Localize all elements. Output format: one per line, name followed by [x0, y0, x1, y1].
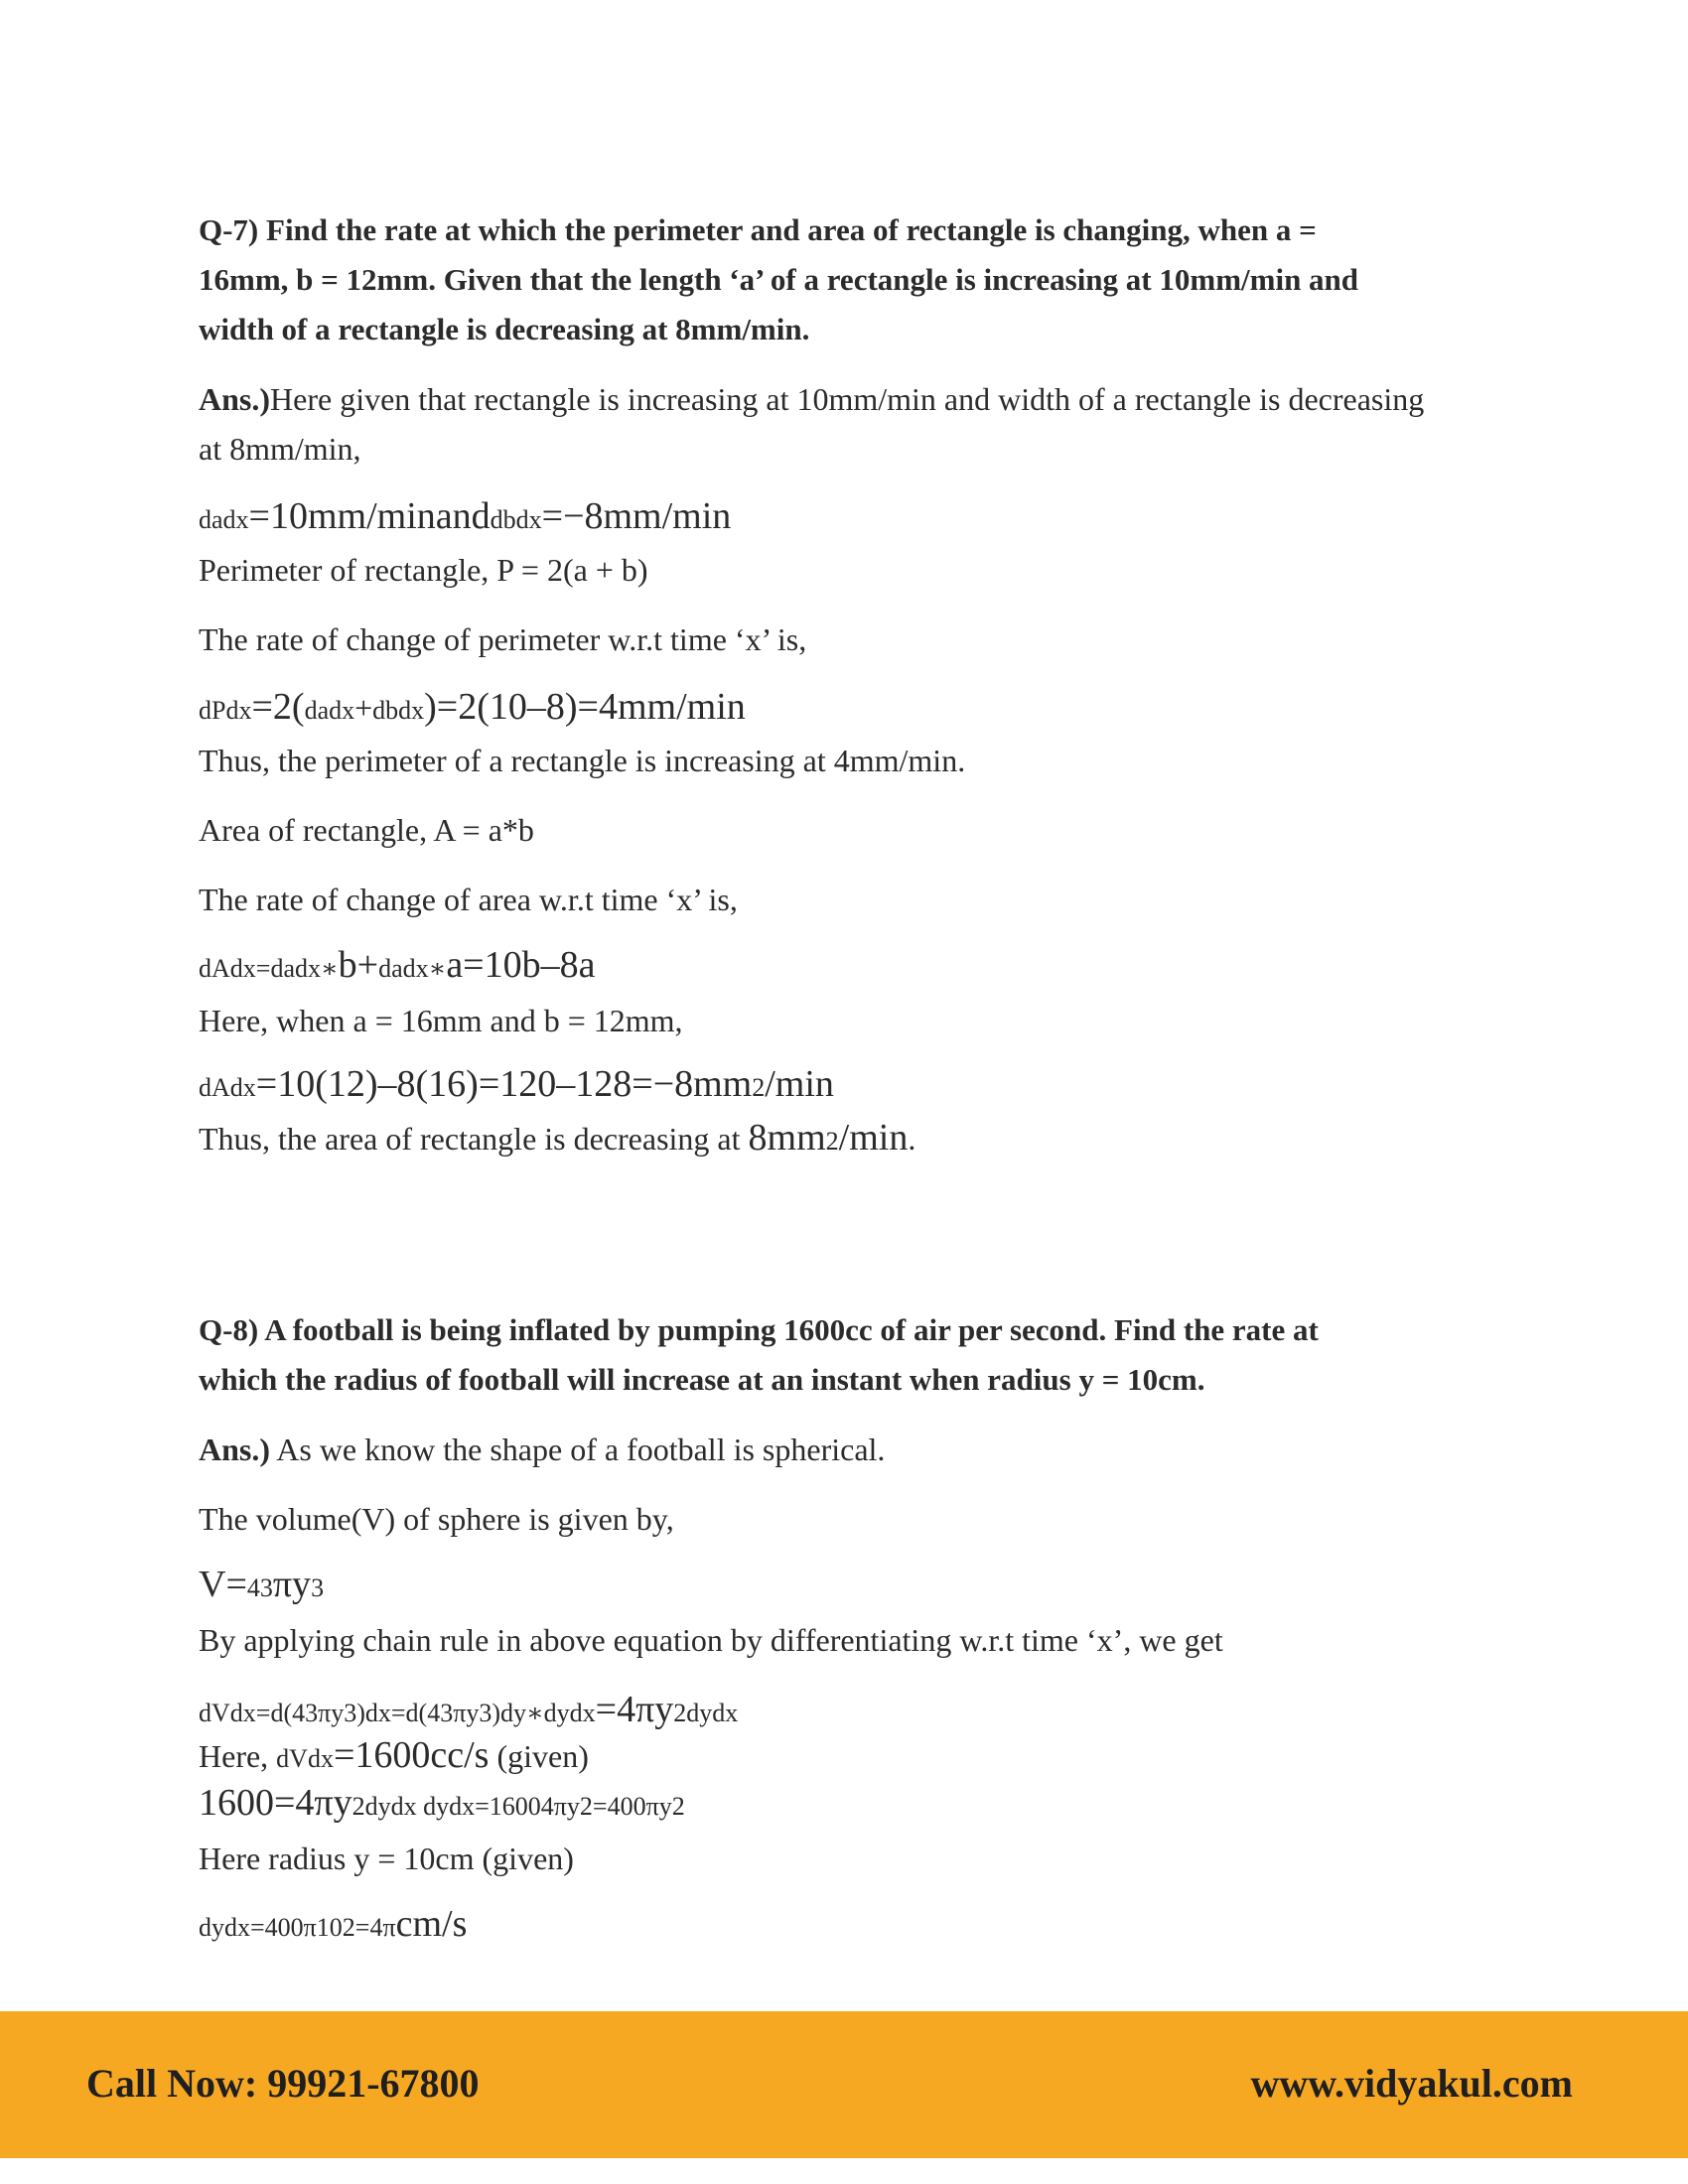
q8-given-part-c: =1600cc/s: [333, 1734, 490, 1776]
q7-eq3-part-b: b+: [338, 944, 379, 986]
q8-equation-4: [199, 1904, 467, 1948]
q7-area-conclusion-text: Thus, the area of rectangle is decreasing at: [199, 1121, 749, 1157]
q7-question-line-1: Q-7) Find the rate at which the perimeter and area of rectangle is changing, when a =: [199, 212, 1317, 247]
q7-eq1-part-d: =−8mm/min: [541, 495, 732, 537]
q7-equation-2: [199, 687, 746, 731]
q7-answer-line-1: [199, 379, 1424, 419]
q7-eq2-part-d: +: [354, 690, 373, 726]
q7-eq4-part-a: dAdx: [199, 1073, 256, 1102]
q7-perimeter-definition: Perimeter of rectangle, P = 2(a + b): [199, 552, 648, 588]
q7-area-definition: Area of rectangle, A = a*b: [199, 812, 534, 848]
q7-question-line-2: 16mm, b = 12mm. Given that the length ‘a’ of a rectangle is increasing at 10mm/min and: [199, 262, 1359, 297]
q8-eq1-part-d: 3: [311, 1573, 325, 1602]
q7-eq4-part-c: 2: [752, 1073, 766, 1102]
q7-values-line: Here, when a = 16mm and b = 12mm,: [199, 1003, 683, 1038]
footer-banner: [0, 2011, 1688, 2158]
q7-eq2-part-c: dadx: [304, 696, 355, 725]
q7-eq2-part-f: )=2(10–8)=4mm/min: [424, 686, 746, 728]
q7-eq3-part-a: dAdx=dadx∗: [199, 954, 339, 983]
q8-eq4-part-a: dydx=400π102=4π: [199, 1913, 396, 1942]
q7-equation-3: [199, 945, 595, 989]
q8-eq3-part-a: 1600=4πy: [199, 1782, 352, 1824]
q7-area-conclusion-period: .: [908, 1121, 916, 1157]
q7-eq2-part-b: =2(: [251, 686, 305, 728]
q8-equation-2: [199, 1690, 738, 1733]
q8-answer-line: [199, 1430, 885, 1469]
q8-answer-label: Ans.): [199, 1432, 271, 1467]
website-link[interactable]: www.vidyakul.com: [1250, 2061, 1573, 2106]
q7-eq1-part-a: dadx: [199, 505, 249, 534]
q8-eq1-part-c: πy: [272, 1564, 312, 1605]
q8-eq4-part-b: cm/s: [395, 1903, 468, 1945]
q8-question-line-2: which the radius of football will increase at an instant when radius y = 10cm.: [199, 1362, 1205, 1397]
q7-area-conclusion: [199, 1118, 915, 1161]
q8-equation-1: [199, 1565, 324, 1608]
q7-question-line-3: width of a rectangle is decreasing at 8mm/min.: [199, 312, 810, 346]
q7-area-conclusion-value: 8mm: [748, 1117, 826, 1159]
q7-answer-text-1: Here given that rectangle is increasing at 10mm/min and width of a rectangle is decreasing: [270, 381, 1425, 417]
q7-equation-4: [199, 1064, 834, 1108]
q8-eq2-part-b: =4πy: [595, 1689, 674, 1730]
q7-eq3-part-d: a=10b–8a: [446, 944, 596, 986]
q8-eq3-part-b: 2dydx dydx=16004πy2=400πy2: [352, 1792, 685, 1821]
q7-eq4-part-b: =10(12)–8(16)=120–128=−8mm: [255, 1063, 753, 1105]
q8-given-line: [199, 1735, 589, 1779]
q7-eq2-part-a: dPdx: [199, 696, 252, 725]
q7-eq1-part-b: =10mm/minand: [248, 495, 491, 537]
q8-given-part-a: Here,: [199, 1738, 277, 1774]
q8-given-part-d: (given): [489, 1738, 589, 1774]
q7-eq4-part-d: /min: [765, 1063, 834, 1105]
q8-eq1-part-b: 43: [246, 1573, 273, 1602]
q8-given-part-b: dVdx: [276, 1744, 334, 1773]
q7-equation-1: [199, 496, 731, 540]
q7-eq1-part-c: dbdx: [490, 505, 542, 534]
q8-radius-given: Here radius y = 10cm (given): [199, 1841, 574, 1876]
q7-area-rate-intro: The rate of change of area w.r.t time ‘x’ is,: [199, 882, 738, 917]
q8-eq2-part-c: 2dydx: [673, 1699, 739, 1727]
q8-chain-rule-line: By applying chain rule in above equation by differentiating w.r.t time ‘x’, we get: [199, 1622, 1223, 1658]
q7-eq2-part-e: dbdx: [372, 696, 425, 725]
q7-eq3-part-c: dadx∗: [378, 954, 447, 983]
q8-answer-text: As we know the shape of a football is spherical.: [270, 1432, 886, 1467]
q7-answer-line-2: at 8mm/min,: [199, 431, 361, 467]
q8-equation-3: [199, 1783, 685, 1827]
q7-perimeter-rate-intro: The rate of change of perimeter w.r.t time ‘x’ is,: [199, 621, 807, 657]
q7-perimeter-conclusion: Thus, the perimeter of a rectangle is increasing at 4mm/min.: [199, 743, 966, 778]
q8-volume-intro: The volume(V) of sphere is given by,: [199, 1501, 674, 1537]
call-now-text[interactable]: Call Now: 99921-67800: [86, 2061, 480, 2106]
q7-area-conclusion-power: 2: [825, 1127, 839, 1156]
q8-question-line-1: Q-8) A football is being inflated by pumping 1600cc of air per second. Find the rate at: [199, 1312, 1319, 1347]
q7-area-conclusion-unit: /min: [838, 1117, 909, 1159]
q7-answer-label: Ans.): [199, 381, 271, 417]
q8-eq2-part-a: dVdx=d(43πy3)dx=d(43πy3)dy∗dydx: [199, 1699, 596, 1727]
q8-eq1-part-a: V=: [199, 1564, 247, 1605]
